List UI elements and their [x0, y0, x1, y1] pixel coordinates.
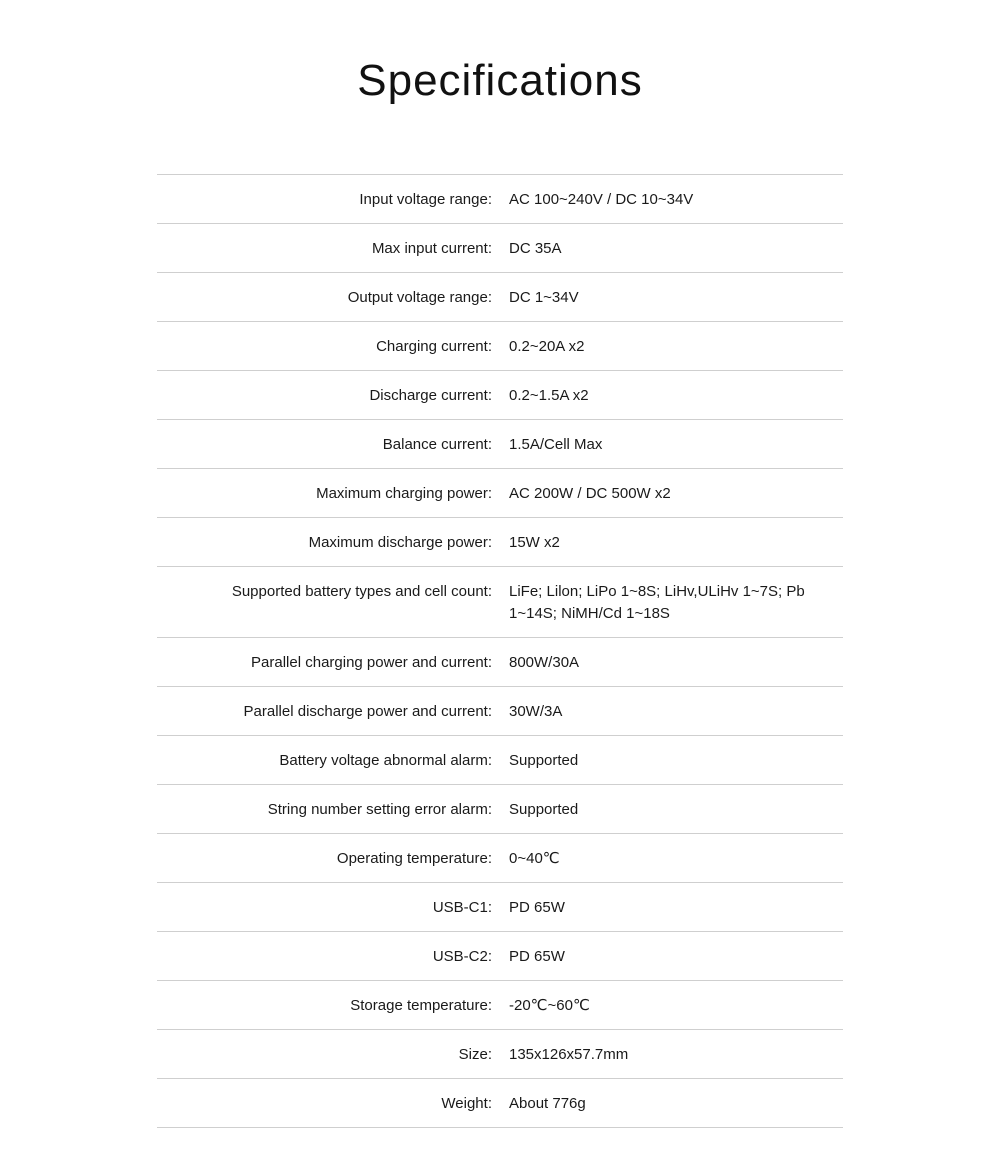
spec-value: Supported [509, 801, 579, 818]
spec-value: 0~40℃ [509, 850, 560, 867]
spec-row-battery-voltage-alarm [157, 736, 843, 785]
spec-row-string-number-alarm [157, 785, 843, 834]
spec-value: Supported [509, 752, 579, 769]
spec-value: 15W x2 [509, 534, 560, 551]
spec-label: Max input current: [371, 240, 492, 257]
spec-label: Battery voltage abnormal alarm: [279, 752, 492, 769]
spec-label: Charging current: [376, 338, 492, 355]
spec-value: LiFe; Lilon; LiPo 1~8S; LiHv,ULiHv 1~7S; Pb 1~14S; NiMH/Cd 1~18S [509, 583, 805, 622]
spec-value: 800W/30A [509, 654, 580, 671]
spec-label: USB-C1: [432, 899, 492, 916]
spec-label: Maximum discharge power: [308, 534, 492, 551]
spec-label: Size: [458, 1046, 492, 1063]
spec-row-max-input-current [157, 224, 843, 273]
spec-label: String number setting error alarm: [267, 801, 492, 818]
spec-value: PD 65W [509, 899, 565, 916]
spec-row-supported-battery-types [157, 567, 843, 638]
spec-label: Maximum charging power: [316, 485, 492, 502]
spec-value: AC 100~240V / DC 10~34V [509, 191, 694, 208]
spec-row-discharge-current [157, 371, 843, 420]
spec-row-storage-temperature [157, 981, 843, 1030]
spec-row-operating-temperature [157, 834, 843, 883]
spec-label: Operating temperature: [336, 850, 492, 867]
spec-row-usb-c1 [157, 883, 843, 932]
spec-row-input-voltage-range [157, 175, 843, 224]
spec-row-parallel-discharge [157, 687, 843, 736]
spec-label: Input voltage range: [359, 191, 492, 208]
spec-value: 1.5A/Cell Max [509, 436, 603, 453]
spec-label: Discharge current: [369, 387, 492, 404]
spec-value: -20℃~60℃ [509, 997, 590, 1014]
spec-row-weight [157, 1079, 843, 1128]
spec-value: About 776g [509, 1095, 586, 1112]
spec-row-balance-current [157, 420, 843, 469]
spec-value: 135x126x57.7mm [509, 1046, 629, 1063]
spec-value: AC 200W / DC 500W x2 [509, 485, 671, 502]
spec-label: USB-C2: [432, 948, 492, 965]
spec-row-usb-c2 [157, 932, 843, 981]
spec-value: 30W/3A [509, 703, 563, 720]
spec-label: Weight: [441, 1095, 492, 1112]
spec-table [157, 174, 843, 1128]
spec-label: Output voltage range: [347, 289, 492, 306]
spec-row-parallel-charging [157, 638, 843, 687]
spec-row-output-voltage-range [157, 273, 843, 322]
page-title: Specifications [357, 56, 643, 105]
spec-row-maximum-charging-power [157, 469, 843, 518]
spec-value: DC 1~34V [509, 289, 579, 306]
spec-value: 0.2~20A x2 [509, 338, 585, 355]
spec-value: PD 65W [509, 948, 565, 965]
spec-label: Storage temperature: [350, 997, 492, 1014]
spec-label: Parallel discharge power and current: [243, 703, 492, 720]
spec-label: Balance current: [382, 436, 492, 453]
spec-row-size [157, 1030, 843, 1079]
spec-row-maximum-discharge-power [157, 518, 843, 567]
spec-row-charging-current [157, 322, 843, 371]
spec-label: Supported battery types and cell count: [231, 583, 492, 600]
spec-label: Parallel charging power and current: [251, 654, 492, 671]
spec-value: DC 35A [509, 240, 562, 257]
spec-value: 0.2~1.5A x2 [509, 387, 589, 404]
